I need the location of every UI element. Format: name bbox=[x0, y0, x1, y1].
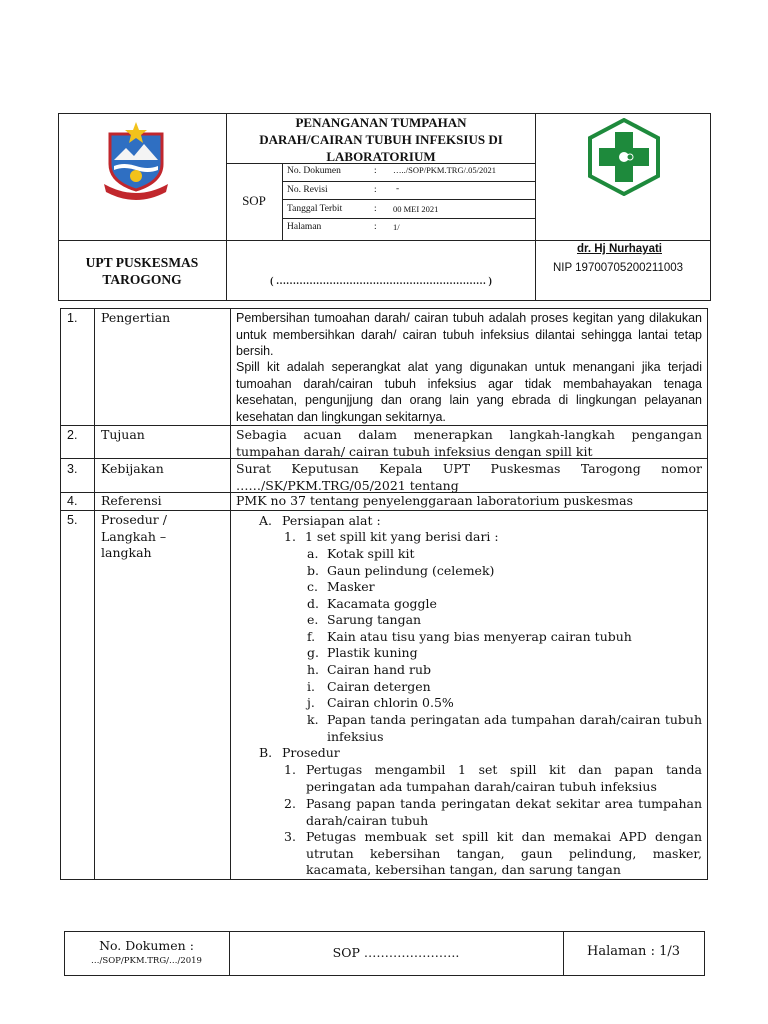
list-marker: f. bbox=[307, 629, 316, 644]
list-item: Cairan detergen bbox=[327, 679, 431, 694]
list-item: Kain atau tisu yang bias menyerap cairan tubuh bbox=[327, 629, 632, 644]
pengertian-paragraph: Pembersihan tumoahan darah/ cairan tubuh adalah proses kegitan yang dilakukan untuk membersihkan darah/ cairan tubuh infeksius dilantai sehingga lantai tetap bersih. bbox=[236, 311, 702, 358]
list-marker: j. bbox=[307, 695, 315, 710]
list-item: Papan tanda peringatan ada tumpahan darah/cairan tubuh infeksius bbox=[327, 712, 702, 744]
meta-label-revisi: No. Revisi bbox=[287, 185, 328, 195]
list-marker: 3. bbox=[284, 829, 296, 844]
signer-name: dr. Hj Nurhayati bbox=[577, 243, 662, 255]
footer-doc-label: No. Dokumen : bbox=[99, 938, 194, 953]
kebijakan-text: Surat Keputusan Kepala UPT Puskesmas Tarogong nomor ……/SK/PKM.TRG/05/2021 tentang bbox=[236, 461, 702, 493]
list-item: Kotak spill kit bbox=[327, 546, 415, 561]
meta-value-doc: …../SOP/PKM.TRG/.05/2021 bbox=[393, 165, 496, 175]
meta-label-terbit: Tanggal Terbit bbox=[287, 204, 343, 214]
document-title bbox=[228, 114, 534, 165]
regional-crest-logo bbox=[100, 120, 172, 200]
list-marker: i. bbox=[307, 679, 315, 694]
referensi-text: PMK no 37 tentang penyelenggaraan laboratorium puskesmas bbox=[236, 493, 634, 508]
list-marker: B. bbox=[259, 745, 273, 760]
meta-sep: : bbox=[374, 204, 377, 214]
title-line: DARAH/CAIRAN TUBUH INFEKSIUS DI bbox=[259, 132, 503, 147]
list-item: Cairan hand rub bbox=[327, 662, 432, 677]
list-marker: 1. bbox=[284, 529, 296, 544]
section-label-kebijakan: Kebijakan bbox=[101, 461, 164, 476]
list-marker: g. bbox=[307, 645, 319, 660]
list-marker: 1. bbox=[284, 762, 296, 777]
organization-name bbox=[58, 254, 226, 288]
list-item: Gaun pelindung (celemek) bbox=[327, 563, 495, 578]
sop-label: SOP bbox=[242, 193, 266, 208]
list-marker: a. bbox=[307, 546, 319, 561]
section-number: 1. bbox=[67, 311, 78, 325]
list-item: Masker bbox=[327, 579, 375, 594]
section-label-pengertian: Pengertian bbox=[101, 310, 171, 325]
section-number: 5. bbox=[67, 513, 78, 527]
prosedur-a-title: Persiapan alat : bbox=[282, 513, 381, 528]
pengertian-paragraph: Spill kit adalah seperangkat alat yang digunakan untuk menangani jika terjadi tumoahan darah/cairan tubuh infeksius agar tidak membahayakan tenaga kesehatan, pengunjjung dan orang lain yang ebrada di lingkungan pelayanan kesehatan dan lingkungan sekitarnya. bbox=[236, 360, 702, 424]
meta-value-terbit: 00 MEI 2021 bbox=[393, 204, 439, 214]
footer-sop: SOP ………………….. bbox=[332, 945, 460, 960]
org-line: UPT PUSKESMAS bbox=[85, 255, 199, 270]
footer-page: Halaman : 1/3 bbox=[586, 944, 680, 959]
list-item: Plastik kuning bbox=[327, 645, 418, 660]
title-line: PENANGANAN TUMPAHAN bbox=[295, 115, 467, 130]
list-marker: d. bbox=[307, 596, 319, 611]
procedure-step: Pertugas mengambil 1 set spill kit dan papan tanda peringatan ada tumpahan darah/cairan tubuh infeksius bbox=[306, 762, 702, 794]
puskesmas-logo bbox=[584, 118, 664, 196]
meta-value-revisi: - bbox=[396, 184, 400, 194]
section-label-prosedur: Prosedur / Langkah – langkah bbox=[101, 512, 167, 560]
org-line: TAROGONG bbox=[102, 272, 182, 287]
section-label-tujuan: Tujuan bbox=[101, 427, 145, 442]
list-marker: h. bbox=[307, 662, 320, 677]
list-marker: c. bbox=[307, 579, 318, 594]
list-item: Cairan chlorin 0.5% bbox=[327, 695, 454, 710]
procedure-step: Pasang papan tanda peringatan dekat sekitar area tumpahan darah/cairan tubuh bbox=[306, 796, 702, 828]
meta-sep: : bbox=[374, 185, 377, 195]
meta-sep: : bbox=[374, 222, 377, 232]
list-marker: A. bbox=[259, 513, 273, 528]
section-number: 3. bbox=[67, 462, 78, 476]
list-marker: 2. bbox=[284, 796, 296, 811]
section-label-referensi: Referensi bbox=[101, 493, 162, 508]
list-marker: b. bbox=[307, 563, 319, 578]
meta-label-halaman: Halaman bbox=[287, 222, 322, 232]
tujuan-text: Sebagia acuan dalam menerapkan langkah-langkah pengangan tumpahan darah/ cairan tubuh infeksius dengan spill kit bbox=[236, 427, 702, 459]
meta-sep: : bbox=[374, 166, 377, 176]
meta-value-halaman: 1/ bbox=[393, 222, 400, 232]
list-item: Sarung tangan bbox=[327, 612, 422, 627]
procedure-step: Petugas membuak set spill kit dan memakai APD dengan utrutan kebersihan tangan, gaun pelindung, masker, kacamata, kebersihan tangan, dan sarung tangan bbox=[306, 829, 702, 877]
title-line: LABORATORIUM bbox=[326, 149, 436, 164]
list-marker: k. bbox=[307, 712, 319, 727]
prosedur-a1-title: 1 set spill kit yang berisi dari : bbox=[305, 529, 499, 544]
prosedur-b-title: Prosedur bbox=[282, 745, 340, 760]
section-number: 2. bbox=[67, 428, 78, 442]
signer-nip: NIP 19700705200211003 bbox=[553, 262, 684, 274]
signature-line: ( ……………………………………………………… ) bbox=[270, 276, 492, 287]
section-number: 4. bbox=[67, 494, 78, 508]
footer-doc-value: …/SOP/PKM.TRG/…/2019 bbox=[91, 956, 202, 966]
list-marker: e. bbox=[307, 612, 319, 627]
meta-label-doc: No. Dokumen bbox=[287, 166, 341, 176]
list-item: Kacamata goggle bbox=[327, 596, 437, 611]
